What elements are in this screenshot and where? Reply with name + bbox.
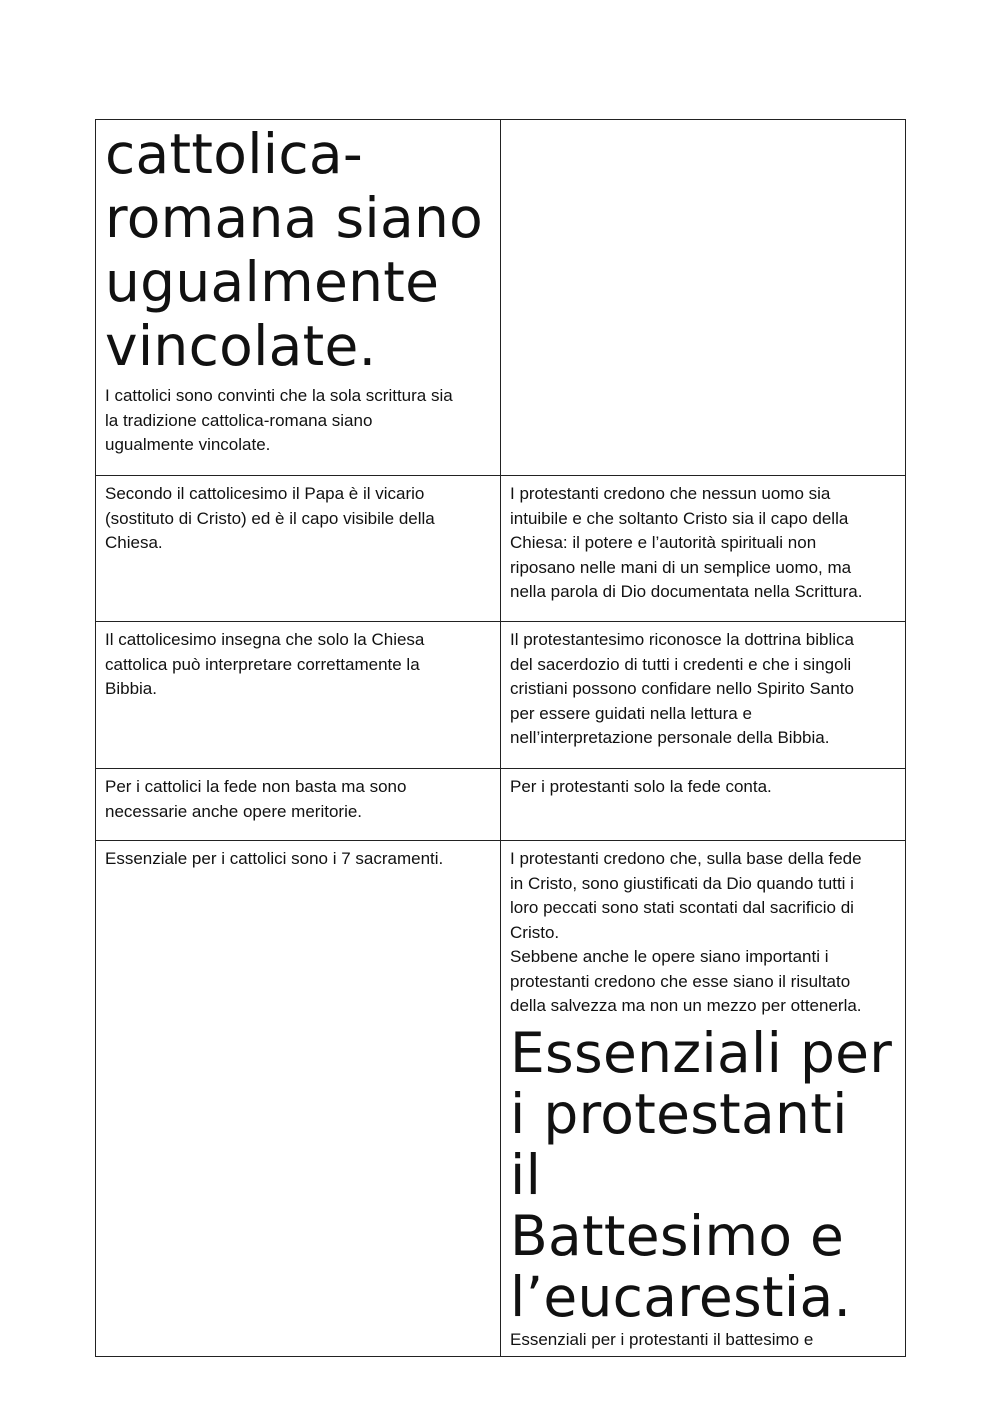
table-cell-protestant bbox=[501, 622, 906, 769]
cell-heading: Essenziali per i protestanti il Battesimo e l’eucarestia. bbox=[510, 1020, 893, 1329]
cell-text: Il protestantesimo riconosce la dottrina biblica del sacerdozio di tutti i credenti e che i singoli cristiani possono confidare nello Spirito Santo per essere guidati nella lettura e nell’interpretazione personale della Bibbia. bbox=[510, 630, 854, 747]
cell-heading: cattolica- romana siano ugualmente vincolate. bbox=[105, 122, 484, 378]
table-row bbox=[96, 476, 906, 622]
cell-text: Per i protestanti solo la fede conta. bbox=[510, 777, 772, 796]
table-row bbox=[96, 120, 906, 476]
cell-text: I protestanti credono che nessun uomo sia intuibile e che soltanto Cristo sia il capo della Chiesa: il potere e l’autorità spirituali non riposano nelle mani di un semplice uomo, ma nella parola di Dio documentata nella Scrittura. bbox=[510, 484, 863, 601]
table-row bbox=[96, 769, 906, 841]
table-cell-protestant bbox=[501, 476, 906, 622]
cell-text: Il cattolicesimo insegna che solo la Chiesa cattolica può interpretare correttamente la Bibbia. bbox=[105, 630, 425, 698]
table-cell-catholic bbox=[96, 769, 501, 841]
table-cell-catholic bbox=[96, 841, 501, 1357]
cell-text: Per i cattolici la fede non basta ma sono necessarie anche opere meritorie. bbox=[105, 777, 407, 821]
cell-text: Essenziale per i cattolici sono i 7 sacramenti. bbox=[105, 849, 444, 868]
comparison-table bbox=[95, 119, 906, 1357]
cell-text: Essenziali per i protestanti il battesimo e bbox=[510, 1329, 814, 1349]
table-row bbox=[96, 622, 906, 769]
table-cell-protestant bbox=[501, 769, 906, 841]
table-cell-catholic bbox=[96, 120, 501, 476]
table-cell-protestant bbox=[501, 841, 906, 1357]
cell-text: I protestanti credono che, sulla base della fede in Cristo, sono giustificati da Dio quando tutti i loro peccati sono stati scontati dal sacrificio di Cristo. Sebbene anche le opere siano importanti i protestanti credono che esse siano il risultato della salvezza ma non un mezzo per ottenerla. bbox=[510, 849, 862, 1015]
table-row bbox=[96, 841, 906, 1357]
cell-text: I cattolici sono convinti che la sola scrittura sia la tradizione cattolica-romana siano ugualmente vincolate. bbox=[105, 386, 453, 454]
cell-text: Secondo il cattolicesimo il Papa è il vicario (sostituto di Cristo) ed è il capo visibile della Chiesa. bbox=[105, 484, 435, 552]
table-cell-catholic bbox=[96, 622, 501, 769]
table-cell-protestant bbox=[501, 120, 906, 476]
table-cell-catholic bbox=[96, 476, 501, 622]
